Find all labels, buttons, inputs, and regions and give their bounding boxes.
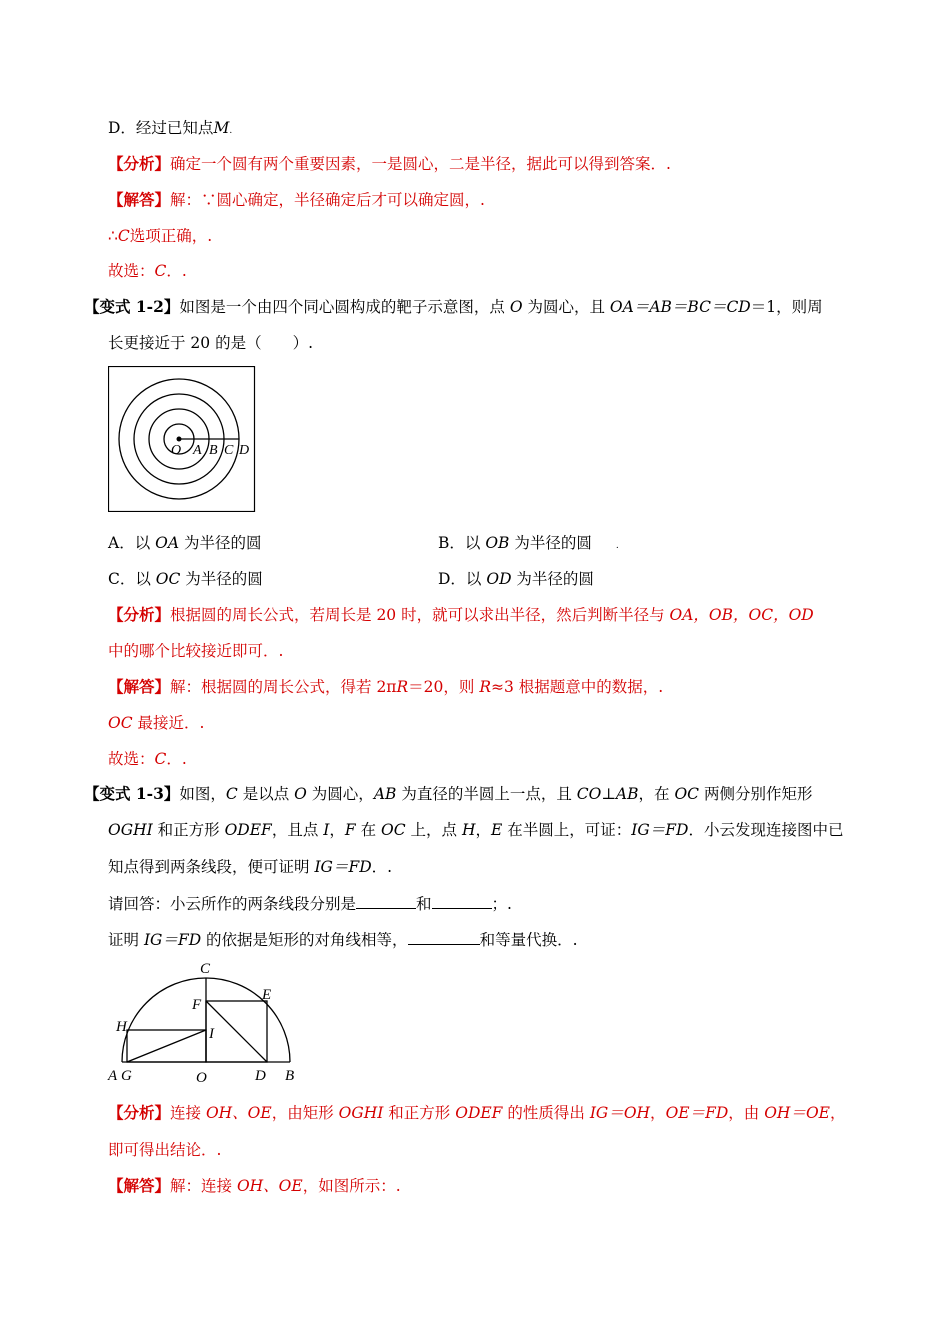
q3-stem-line3: 知点得到两条线段，便可证明 IG＝FD．. (108, 858, 393, 876)
q2-stem-line2: 长更接近于 20 的是（ ）. (108, 334, 314, 352)
q2-option-a: A．以 OA 为半径的圆 (108, 534, 262, 552)
segment-gi (127, 1030, 206, 1062)
q2-option-b: B．以 OB 为半径的圆 . (438, 534, 619, 552)
q3-stem-line1: 【变式 1-3】如图，C 是以点 O 为圆心，AB 为直径的半圆上一点，且 CO⊥AB，在 OC 两侧分别作矩形 (84, 784, 813, 803)
q2-stem-line1: 【变式 1-2】如图是一个由四个同心圆构成的靶子示意图，点 O 为圆心，且 OA＝AB＝BC＝CD＝1，则周 (84, 297, 823, 316)
blank-segment-1[interactable] (356, 893, 416, 909)
label-g: G (121, 1068, 132, 1084)
q2-option-c: C．以 OC 为半径的圆 (108, 570, 263, 588)
q1-solution: 【解答】解：∵圆心确定，半径确定后才可以确定圆，. (108, 190, 485, 209)
target-figure (108, 366, 256, 516)
label-a: A (193, 443, 202, 458)
q1-choice: 故选：C．. (108, 262, 187, 280)
q3-analysis-line2: 即可得出结论．. (108, 1141, 222, 1159)
label-e: E (262, 987, 272, 1003)
q2-solution: 【解答】解：根据圆的周长公式，得若 2πR＝20，则 R≈3 根据题意中的数据，. (108, 677, 664, 696)
center-dot (177, 437, 182, 442)
label-c: C (224, 443, 234, 458)
label-a: A (108, 1068, 118, 1084)
q2-option-d: D．以 OD 为半径的圆 (438, 570, 594, 588)
q3-stem-line2: OGHI 和正方形 ODEF，且点 I，F 在 OC 上，点 H，E 在半圆上，可证：IG＝FD．小云发现连接图中已 (108, 821, 844, 839)
label-h: H (116, 1019, 127, 1035)
q1-solution-line2: ∴C选项正确，. (108, 227, 213, 245)
q3-solution: 【解答】解：连接 OH、OE，如图所示：. (108, 1176, 401, 1195)
segment-fd (206, 1001, 267, 1062)
label-d: D (255, 1068, 266, 1084)
q1-analysis: 【分析】确定一个圆有两个重要因素，一是圆心，二是半径，据此可以得到答案．. (108, 154, 671, 173)
label-i: I (209, 1026, 214, 1042)
label-b: B (285, 1068, 295, 1084)
q2-analysis: 【分析】根据圆的周长公式，若周长是 20 时，就可以求出半径，然后判断半径与 OA，OB，OC，OD (108, 605, 814, 624)
label-o: O (196, 1070, 207, 1086)
label-b: B (209, 443, 218, 458)
blank-segment-2[interactable] (432, 893, 492, 909)
q3-ask-line2: 证明 IG＝FD 的依据是矩形的对角线相等， 和等量代换．. (108, 931, 578, 949)
option-d-previous: D．经过已知点M. (108, 119, 233, 137)
q3-ask-line1: 请回答：小云所作的两条线段分别是 和 ；. (108, 895, 512, 913)
semicircle-figure (104, 956, 304, 1092)
label-d: D (239, 443, 250, 458)
q2-analysis-line2: 中的哪个比较接近即可．. (108, 642, 284, 660)
label-c: C (200, 961, 211, 977)
label-o: O (171, 443, 182, 458)
q2-solution-line2: OC 最接近．. (108, 714, 205, 732)
q2-choice: 故选：C．. (108, 750, 187, 768)
label-f: F (192, 997, 202, 1013)
blank-reason[interactable] (408, 929, 480, 945)
q3-analysis: 【分析】连接 OH、OE，由矩形 OGHI 和正方形 ODEF 的性质得出 IG＝OH，OE＝FD，由 OH＝OE， (108, 1103, 846, 1122)
